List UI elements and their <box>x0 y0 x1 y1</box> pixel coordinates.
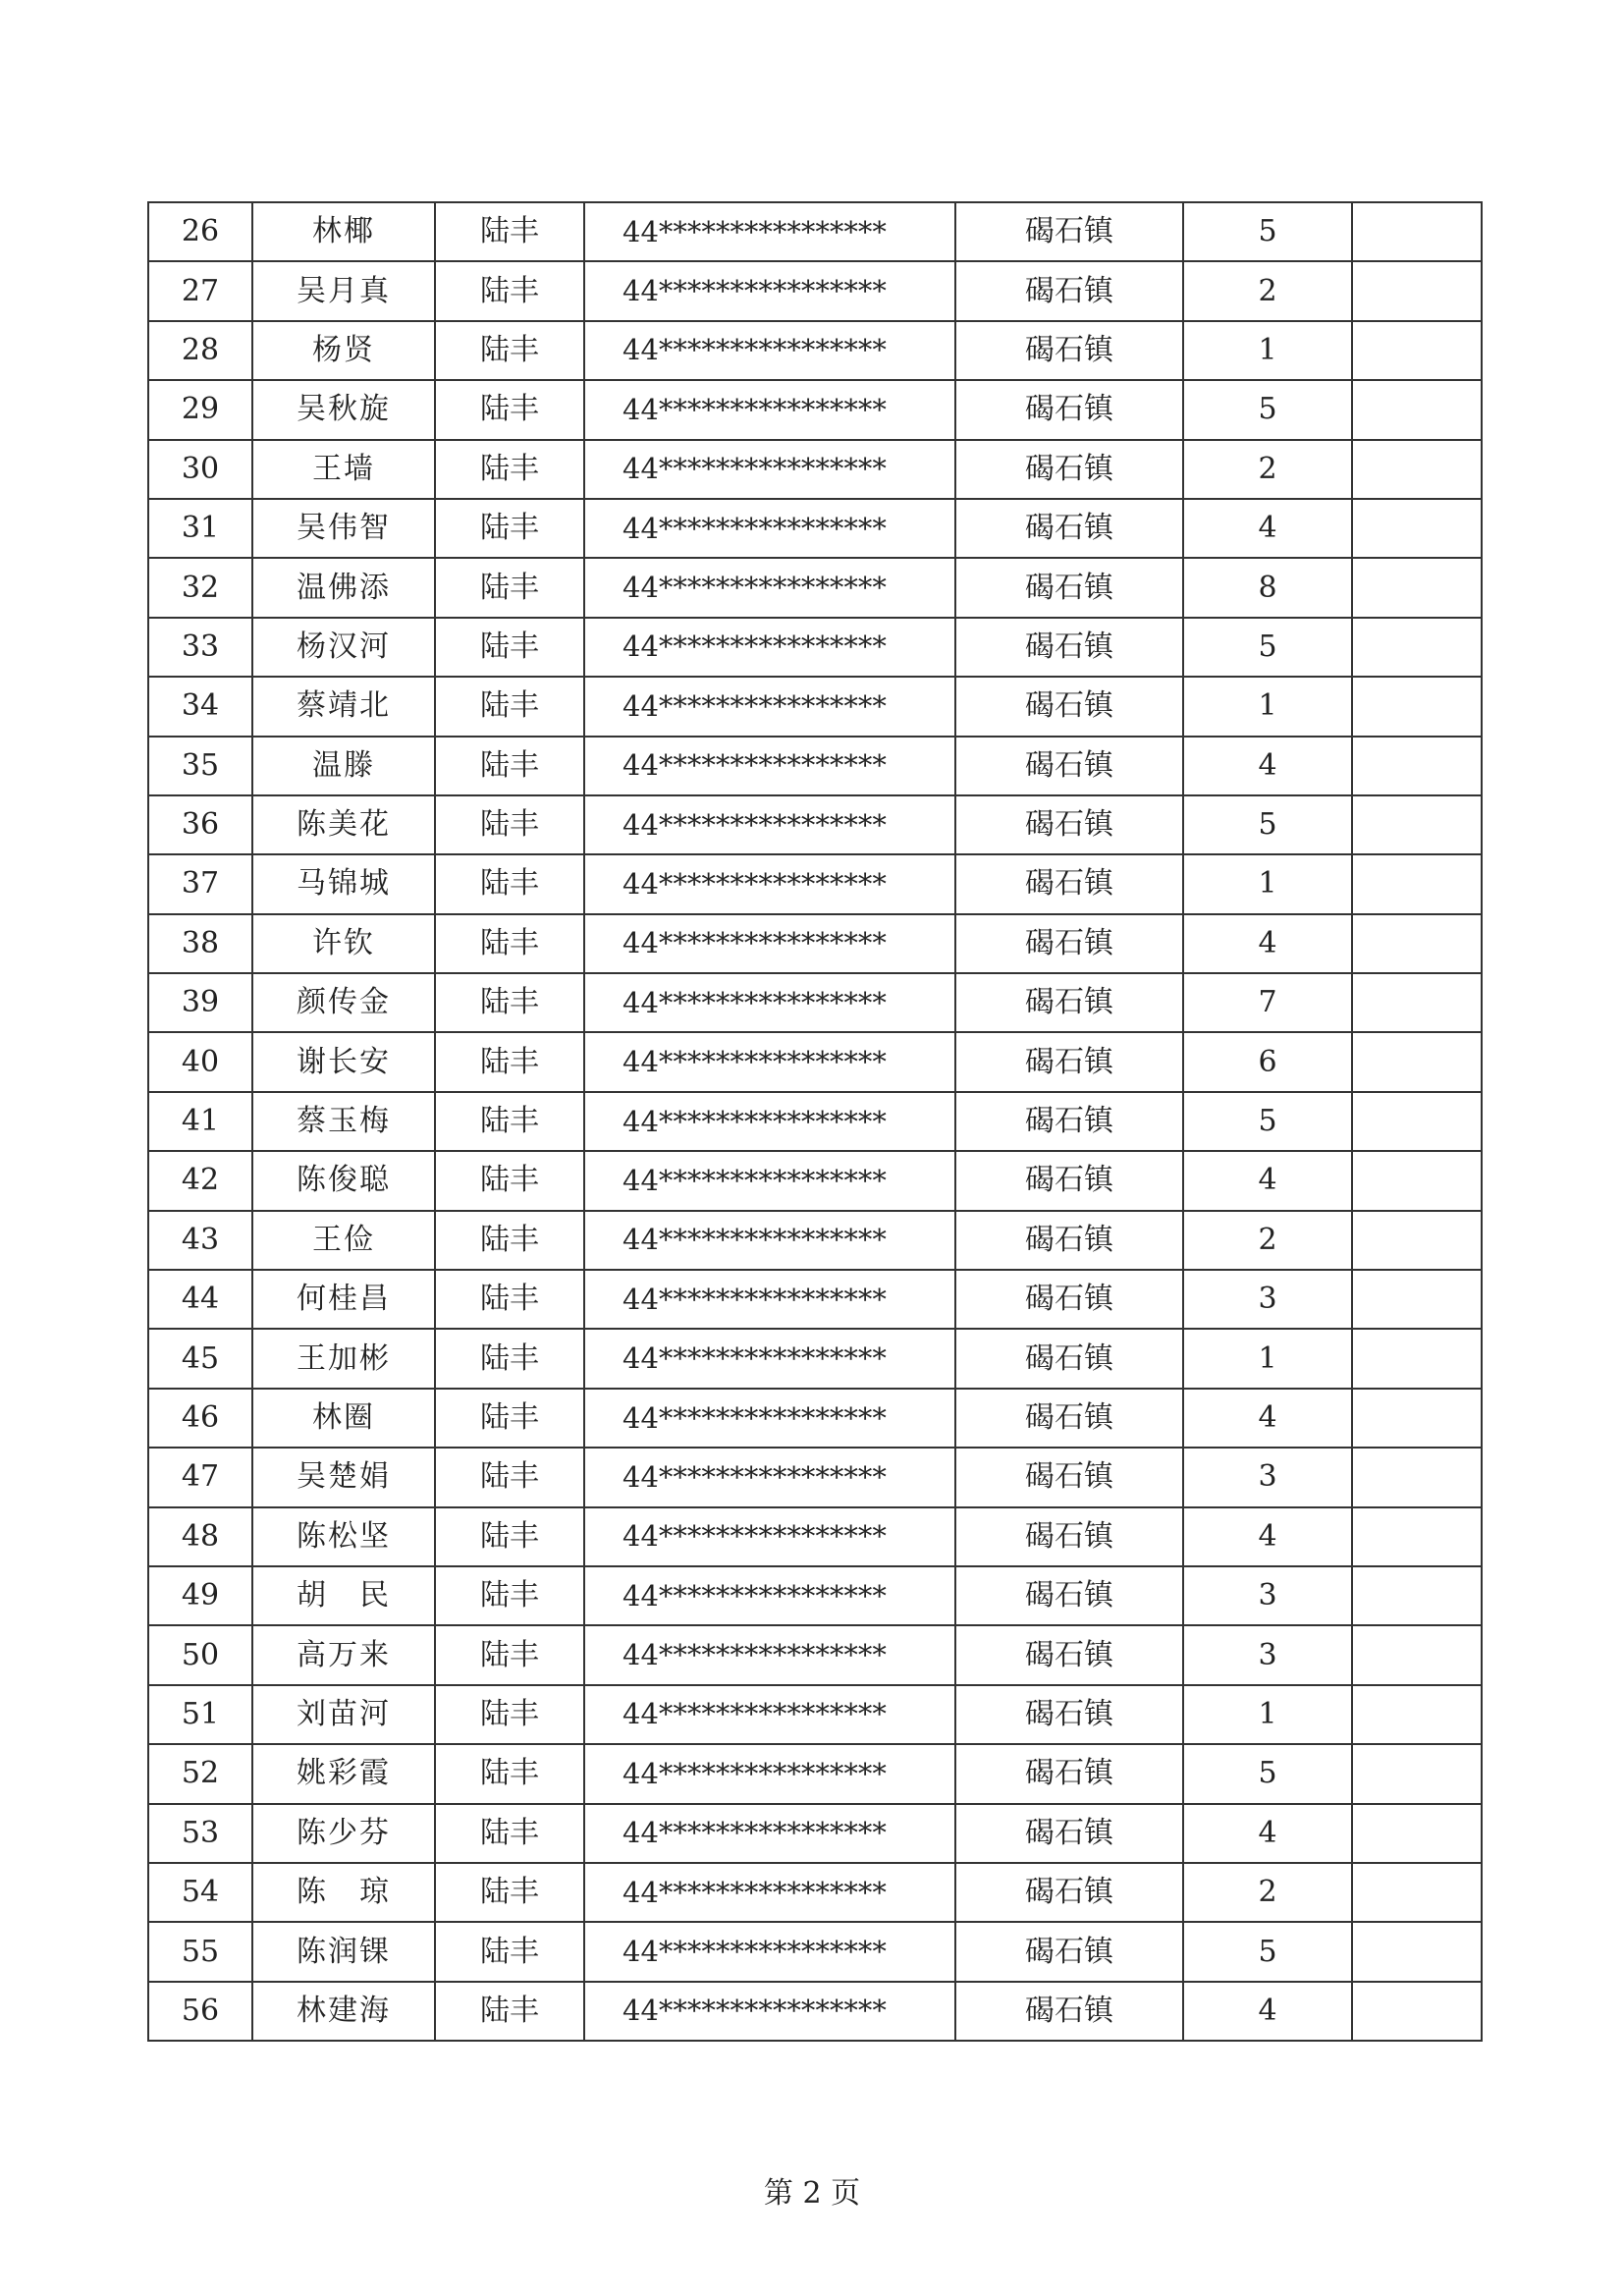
cell-town: 碣石镇 <box>955 618 1183 677</box>
table-row <box>148 499 1482 558</box>
cell-town: 碣石镇 <box>955 795 1183 854</box>
cell-name: 王墙 <box>252 440 435 499</box>
cell-count: 5 <box>1183 1092 1352 1151</box>
cell-count: 4 <box>1183 1389 1352 1448</box>
cell-place: 陆丰 <box>435 1625 584 1684</box>
cell-number: 34 <box>148 677 252 736</box>
cell-id-number: 44**************** <box>584 202 955 261</box>
cell-number: 42 <box>148 1151 252 1210</box>
cell-name: 颜传金 <box>252 973 435 1032</box>
cell-town: 碣石镇 <box>955 1211 1183 1270</box>
cell-town: 碣石镇 <box>955 1625 1183 1684</box>
cell-number: 41 <box>148 1092 252 1151</box>
table-row <box>148 1804 1482 1863</box>
cell-town: 碣石镇 <box>955 1804 1183 1863</box>
cell-id-number: 44**************** <box>584 558 955 617</box>
cell-name: 吴月真 <box>252 261 435 320</box>
cell-note <box>1352 1151 1482 1210</box>
cell-note <box>1352 854 1482 913</box>
cell-number: 32 <box>148 558 252 617</box>
cell-town: 碣石镇 <box>955 321 1183 380</box>
table-row <box>148 795 1482 854</box>
cell-id-number: 44**************** <box>584 1448 955 1506</box>
cell-name: 高万来 <box>252 1625 435 1684</box>
cell-note <box>1352 1863 1482 1922</box>
cell-number: 31 <box>148 499 252 558</box>
cell-number: 47 <box>148 1448 252 1506</box>
cell-place: 陆丰 <box>435 973 584 1032</box>
cell-count: 5 <box>1183 618 1352 677</box>
household-table <box>147 201 1483 2042</box>
cell-name: 陈少芬 <box>252 1804 435 1863</box>
cell-name: 林椰 <box>252 202 435 261</box>
cell-note <box>1352 1566 1482 1625</box>
cell-number: 40 <box>148 1032 252 1091</box>
cell-note <box>1352 499 1482 558</box>
cell-number: 55 <box>148 1922 252 1981</box>
cell-place: 陆丰 <box>435 1685 584 1744</box>
cell-number: 28 <box>148 321 252 380</box>
cell-note <box>1352 1625 1482 1684</box>
cell-place: 陆丰 <box>435 1507 584 1566</box>
cell-count: 2 <box>1183 440 1352 499</box>
cell-place: 陆丰 <box>435 1982 584 2041</box>
table-row <box>148 1507 1482 1566</box>
cell-number: 37 <box>148 854 252 913</box>
cell-number: 36 <box>148 795 252 854</box>
table-row <box>148 1211 1482 1270</box>
cell-id-number: 44**************** <box>584 618 955 677</box>
cell-name: 林圈 <box>252 1389 435 1448</box>
cell-name: 吴秋旋 <box>252 380 435 439</box>
cell-id-number: 44**************** <box>584 914 955 973</box>
cell-count: 7 <box>1183 973 1352 1032</box>
cell-count: 2 <box>1183 1863 1352 1922</box>
cell-number: 51 <box>148 1685 252 1744</box>
cell-count: 5 <box>1183 1744 1352 1803</box>
cell-note <box>1352 380 1482 439</box>
cell-town: 碣石镇 <box>955 1982 1183 2041</box>
cell-number: 33 <box>148 618 252 677</box>
cell-place: 陆丰 <box>435 321 584 380</box>
cell-number: 38 <box>148 914 252 973</box>
cell-note <box>1352 618 1482 677</box>
cell-count: 4 <box>1183 1151 1352 1210</box>
cell-note <box>1352 1448 1482 1506</box>
cell-place: 陆丰 <box>435 1151 584 1210</box>
cell-id-number: 44**************** <box>584 321 955 380</box>
cell-note <box>1352 1329 1482 1388</box>
cell-town: 碣石镇 <box>955 677 1183 736</box>
cell-name: 蔡靖北 <box>252 677 435 736</box>
table-row <box>148 1092 1482 1151</box>
cell-town: 碣石镇 <box>955 1329 1183 1388</box>
cell-name: 王加彬 <box>252 1329 435 1388</box>
table-row <box>148 1448 1482 1506</box>
cell-name: 刘苗河 <box>252 1685 435 1744</box>
cell-id-number: 44**************** <box>584 1211 955 1270</box>
cell-note <box>1352 1804 1482 1863</box>
table-row <box>148 618 1482 677</box>
cell-note <box>1352 1744 1482 1803</box>
cell-place: 陆丰 <box>435 677 584 736</box>
cell-id-number: 44**************** <box>584 1685 955 1744</box>
cell-count: 4 <box>1183 1507 1352 1566</box>
cell-id-number: 44**************** <box>584 1744 955 1803</box>
cell-note <box>1352 795 1482 854</box>
table-row <box>148 321 1482 380</box>
cell-number: 53 <box>148 1804 252 1863</box>
table-row <box>148 261 1482 320</box>
table-row <box>148 737 1482 795</box>
cell-count: 8 <box>1183 558 1352 617</box>
table-row <box>148 380 1482 439</box>
cell-name: 杨汉河 <box>252 618 435 677</box>
cell-name: 陈俊聪 <box>252 1151 435 1210</box>
table-row <box>148 1329 1482 1388</box>
cell-count: 1 <box>1183 1685 1352 1744</box>
cell-note <box>1352 677 1482 736</box>
cell-count: 3 <box>1183 1566 1352 1625</box>
cell-id-number: 44**************** <box>584 1982 955 2041</box>
cell-place: 陆丰 <box>435 854 584 913</box>
table-row <box>148 1151 1482 1210</box>
cell-town: 碣石镇 <box>955 499 1183 558</box>
cell-note <box>1352 1685 1482 1744</box>
cell-place: 陆丰 <box>435 202 584 261</box>
cell-count: 1 <box>1183 321 1352 380</box>
cell-number: 54 <box>148 1863 252 1922</box>
cell-note <box>1352 1982 1482 2041</box>
cell-name: 林建海 <box>252 1982 435 2041</box>
cell-place: 陆丰 <box>435 499 584 558</box>
cell-id-number: 44**************** <box>584 1092 955 1151</box>
cell-note <box>1352 1032 1482 1091</box>
cell-count: 3 <box>1183 1448 1352 1506</box>
cell-place: 陆丰 <box>435 1804 584 1863</box>
cell-count: 3 <box>1183 1625 1352 1684</box>
cell-place: 陆丰 <box>435 795 584 854</box>
cell-id-number: 44**************** <box>584 1625 955 1684</box>
cell-name: 陈润锞 <box>252 1922 435 1981</box>
cell-place: 陆丰 <box>435 1448 584 1506</box>
cell-note <box>1352 1922 1482 1981</box>
cell-town: 碣石镇 <box>955 1270 1183 1329</box>
cell-id-number: 44**************** <box>584 499 955 558</box>
cell-place: 陆丰 <box>435 1863 584 1922</box>
cell-name: 陈松坚 <box>252 1507 435 1566</box>
table-row <box>148 202 1482 261</box>
cell-town: 碣石镇 <box>955 380 1183 439</box>
cell-place: 陆丰 <box>435 1389 584 1448</box>
cell-id-number: 44**************** <box>584 1863 955 1922</box>
table-row <box>148 914 1482 973</box>
cell-id-number: 44**************** <box>584 1566 955 1625</box>
cell-count: 1 <box>1183 677 1352 736</box>
cell-count: 5 <box>1183 1922 1352 1981</box>
cell-note <box>1352 261 1482 320</box>
cell-town: 碣石镇 <box>955 558 1183 617</box>
cell-count: 4 <box>1183 1804 1352 1863</box>
cell-town: 碣石镇 <box>955 737 1183 795</box>
cell-town: 碣石镇 <box>955 1685 1183 1744</box>
cell-count: 1 <box>1183 1329 1352 1388</box>
cell-note <box>1352 1211 1482 1270</box>
cell-id-number: 44**************** <box>584 440 955 499</box>
cell-town: 碣石镇 <box>955 1151 1183 1210</box>
cell-place: 陆丰 <box>435 380 584 439</box>
cell-count: 4 <box>1183 914 1352 973</box>
cell-name: 谢长安 <box>252 1032 435 1091</box>
cell-town: 碣石镇 <box>955 1389 1183 1448</box>
cell-id-number: 44**************** <box>584 1032 955 1091</box>
cell-place: 陆丰 <box>435 1092 584 1151</box>
cell-number: 50 <box>148 1625 252 1684</box>
cell-number: 43 <box>148 1211 252 1270</box>
cell-name: 蔡玉梅 <box>252 1092 435 1151</box>
table-row <box>148 1270 1482 1329</box>
cell-id-number: 44**************** <box>584 1507 955 1566</box>
cell-town: 碣石镇 <box>955 1092 1183 1151</box>
cell-place: 陆丰 <box>435 1270 584 1329</box>
cell-place: 陆丰 <box>435 440 584 499</box>
cell-town: 碣石镇 <box>955 261 1183 320</box>
cell-id-number: 44**************** <box>584 677 955 736</box>
cell-id-number: 44**************** <box>584 1389 955 1448</box>
cell-number: 35 <box>148 737 252 795</box>
cell-name: 许钦 <box>252 914 435 973</box>
table-row <box>148 1744 1482 1803</box>
table-row <box>148 1389 1482 1448</box>
cell-place: 陆丰 <box>435 1329 584 1388</box>
cell-note <box>1352 973 1482 1032</box>
cell-town: 碣石镇 <box>955 202 1183 261</box>
cell-note <box>1352 737 1482 795</box>
cell-number: 26 <box>148 202 252 261</box>
cell-number: 39 <box>148 973 252 1032</box>
cell-id-number: 44**************** <box>584 1922 955 1981</box>
cell-name: 吴伟智 <box>252 499 435 558</box>
table-row <box>148 1863 1482 1922</box>
cell-id-number: 44**************** <box>584 973 955 1032</box>
cell-count: 4 <box>1183 1982 1352 2041</box>
cell-place: 陆丰 <box>435 261 584 320</box>
cell-id-number: 44**************** <box>584 1270 955 1329</box>
cell-place: 陆丰 <box>435 1744 584 1803</box>
cell-place: 陆丰 <box>435 1922 584 1981</box>
cell-note <box>1352 202 1482 261</box>
cell-count: 4 <box>1183 737 1352 795</box>
cell-name: 杨贤 <box>252 321 435 380</box>
table-row <box>148 1685 1482 1744</box>
cell-count: 6 <box>1183 1032 1352 1091</box>
cell-count: 2 <box>1183 261 1352 320</box>
cell-count: 3 <box>1183 1270 1352 1329</box>
cell-number: 44 <box>148 1270 252 1329</box>
cell-town: 碣石镇 <box>955 1032 1183 1091</box>
cell-name: 陈 琼 <box>252 1863 435 1922</box>
cell-name: 胡 民 <box>252 1566 435 1625</box>
cell-number: 29 <box>148 380 252 439</box>
cell-town: 碣石镇 <box>955 854 1183 913</box>
cell-id-number: 44**************** <box>584 1151 955 1210</box>
cell-number: 52 <box>148 1744 252 1803</box>
cell-number: 45 <box>148 1329 252 1388</box>
cell-name: 姚彩霞 <box>252 1744 435 1803</box>
cell-name: 温滕 <box>252 737 435 795</box>
cell-town: 碣石镇 <box>955 1507 1183 1566</box>
cell-count: 2 <box>1183 1211 1352 1270</box>
page-number: 第 2 页 <box>763 2176 861 2211</box>
table-row <box>148 854 1482 913</box>
table-row <box>148 1982 1482 2041</box>
cell-place: 陆丰 <box>435 1032 584 1091</box>
table-row <box>148 677 1482 736</box>
cell-number: 48 <box>148 1507 252 1566</box>
cell-place: 陆丰 <box>435 618 584 677</box>
cell-name: 王俭 <box>252 1211 435 1270</box>
cell-town: 碣石镇 <box>955 1922 1183 1981</box>
cell-id-number: 44**************** <box>584 380 955 439</box>
cell-id-number: 44**************** <box>584 737 955 795</box>
cell-id-number: 44**************** <box>584 854 955 913</box>
cell-town: 碣石镇 <box>955 1744 1183 1803</box>
table-row <box>148 440 1482 499</box>
cell-town: 碣石镇 <box>955 914 1183 973</box>
table-body <box>148 202 1482 2041</box>
cell-number: 49 <box>148 1566 252 1625</box>
cell-name: 马锦城 <box>252 854 435 913</box>
cell-count: 5 <box>1183 380 1352 439</box>
cell-note <box>1352 1092 1482 1151</box>
cell-count: 1 <box>1183 854 1352 913</box>
cell-id-number: 44**************** <box>584 261 955 320</box>
cell-note <box>1352 1270 1482 1329</box>
cell-name: 陈美花 <box>252 795 435 854</box>
cell-number: 56 <box>148 1982 252 2041</box>
table-row <box>148 1566 1482 1625</box>
cell-place: 陆丰 <box>435 558 584 617</box>
cell-note <box>1352 440 1482 499</box>
cell-name: 温佛添 <box>252 558 435 617</box>
cell-id-number: 44**************** <box>584 1329 955 1388</box>
cell-number: 27 <box>148 261 252 320</box>
cell-town: 碣石镇 <box>955 1448 1183 1506</box>
cell-name: 何桂昌 <box>252 1270 435 1329</box>
table-row <box>148 1625 1482 1684</box>
table-row <box>148 1032 1482 1091</box>
cell-count: 5 <box>1183 202 1352 261</box>
cell-place: 陆丰 <box>435 737 584 795</box>
cell-count: 4 <box>1183 499 1352 558</box>
cell-town: 碣石镇 <box>955 973 1183 1032</box>
cell-town: 碣石镇 <box>955 1863 1183 1922</box>
table-row <box>148 558 1482 617</box>
cell-town: 碣石镇 <box>955 440 1183 499</box>
cell-id-number: 44**************** <box>584 795 955 854</box>
cell-note <box>1352 321 1482 380</box>
cell-town: 碣石镇 <box>955 1566 1183 1625</box>
cell-note <box>1352 914 1482 973</box>
cell-note <box>1352 1389 1482 1448</box>
table-row <box>148 1922 1482 1981</box>
cell-place: 陆丰 <box>435 1211 584 1270</box>
cell-id-number: 44**************** <box>584 1804 955 1863</box>
cell-count: 5 <box>1183 795 1352 854</box>
cell-place: 陆丰 <box>435 1566 584 1625</box>
cell-note <box>1352 558 1482 617</box>
table-row <box>148 973 1482 1032</box>
cell-number: 30 <box>148 440 252 499</box>
cell-number: 46 <box>148 1389 252 1448</box>
cell-place: 陆丰 <box>435 914 584 973</box>
cell-note <box>1352 1507 1482 1566</box>
cell-name: 吴楚娟 <box>252 1448 435 1506</box>
